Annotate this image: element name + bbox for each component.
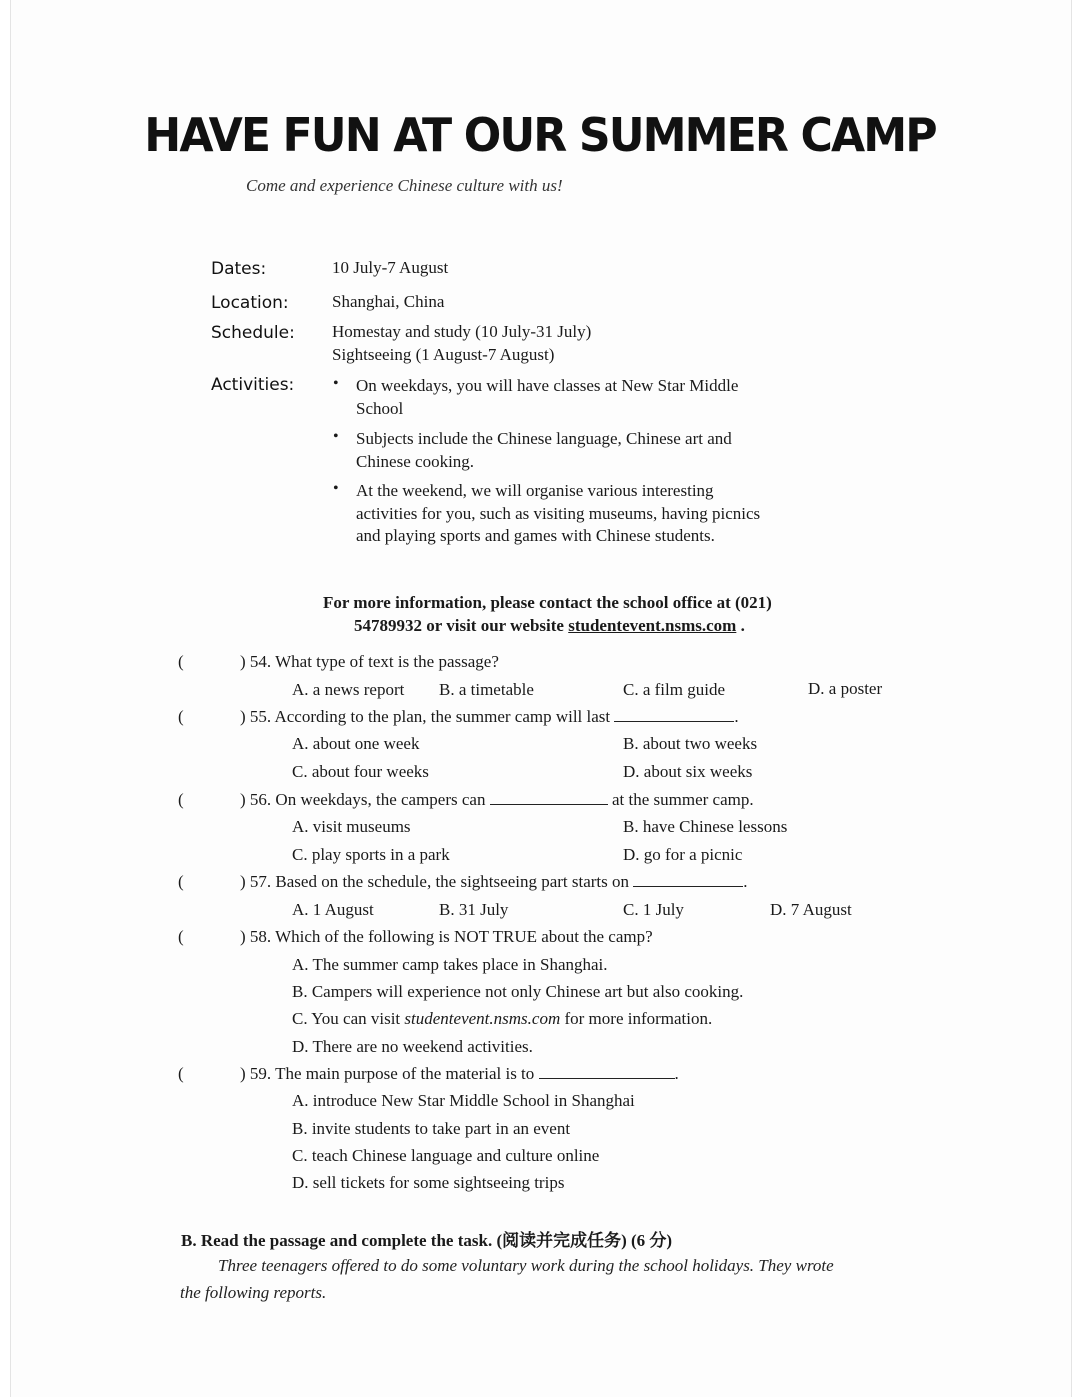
question-56-end: at the summer camp.	[611, 790, 754, 809]
question-59-end: .	[674, 1064, 679, 1083]
option-57c: C. 1 July	[623, 900, 684, 919]
answer-paren: (	[178, 707, 184, 726]
activity-item: Subjects include the Chinese language, Chinese art and Chinese cooking.	[356, 429, 732, 471]
option-58c-text: C. You can visit	[292, 1009, 405, 1028]
contact-line-1: For more information, please contact the school office at (021)	[323, 593, 772, 612]
question-55	[240, 707, 739, 727]
option-59b: B. invite students to take part in an event	[292, 1119, 571, 1138]
answer-paren: (	[178, 790, 184, 809]
question-55-text: ) 55. According to the plan, the summer camp will last	[240, 707, 611, 726]
option-59c: C. teach Chinese language and culture online	[292, 1146, 600, 1165]
answer-paren: (	[178, 927, 184, 946]
page-title: HAVE FUN AT OUR SUMMER CAMP	[144, 108, 936, 162]
question-56-text: ) 56. On weekdays, the campers can	[240, 790, 486, 809]
contact-phone-text: 54789932 or visit our website	[354, 616, 569, 635]
question-57-end: .	[743, 872, 748, 891]
option-58a: A. The summer camp takes place in Shanghai.	[292, 955, 608, 974]
question-57	[240, 872, 748, 892]
dates-label: Dates:	[211, 259, 267, 279]
bullet-icon: •	[333, 480, 339, 497]
answer-blank	[539, 1064, 675, 1079]
section-b-heading: B. Read the passage and complete the task. (阅读并完成任务) (6 分)	[181, 1231, 673, 1250]
schedule-line-1: Homestay and study (10 July-31 July)	[332, 322, 592, 341]
contact-period: .	[736, 616, 745, 635]
answer-paren: (	[178, 652, 184, 671]
option-54c: C. a film guide	[623, 680, 725, 699]
option-57d: D. 7 August	[770, 900, 852, 919]
question-58: ) 58. Which of the following is NOT TRUE about the camp?	[240, 927, 653, 946]
option-58d: D. There are no weekend activities.	[292, 1037, 533, 1056]
answer-blank	[633, 872, 743, 887]
option-57b: B. 31 July	[439, 900, 509, 919]
question-56	[240, 790, 754, 810]
question-55-end: .	[734, 707, 739, 726]
activity-item: At the weekend, we will organise various interesting activities for you, such as visiting museums, having picnics and playing sports and games with Chinese students.	[356, 481, 761, 545]
option-55b: B. about two weeks	[623, 734, 758, 753]
contact-line-2	[354, 616, 745, 636]
option-57a: A. 1 August	[292, 900, 374, 919]
activity-item: On weekdays, you will have classes at New Star Middle School	[356, 376, 739, 418]
option-58c-website: studentevent.nsms.com	[404, 1009, 561, 1028]
schedule-line-2: Sightseeing (1 August-7 August)	[332, 345, 555, 364]
section-b-intro-line-1: Three teenagers offered to do some voluntary work during the school holidays. They wrote	[218, 1256, 834, 1275]
option-58c	[292, 1009, 712, 1029]
option-55d: D. about six weeks	[623, 762, 753, 781]
option-54b: B. a timetable	[439, 680, 534, 699]
option-55c: C. about four weeks	[292, 762, 429, 781]
question-57-text: ) 57. Based on the schedule, the sightseeing part starts on	[240, 872, 630, 891]
question-54: ) 54. What type of text is the passage?	[240, 652, 499, 671]
option-56b: B. have Chinese lessons	[623, 817, 788, 836]
location-label: Location:	[211, 293, 289, 313]
answer-blank	[614, 707, 734, 722]
option-55a: A. about one week	[292, 734, 420, 753]
option-54a: A. a news report	[292, 680, 405, 699]
location-value: Shanghai, China	[332, 292, 445, 311]
option-54d: D. a poster	[808, 679, 883, 698]
activities-label: Activities:	[211, 375, 295, 395]
option-56c: C. play sports in a park	[292, 845, 450, 864]
website-link[interactable]: studentevent.nsms.com	[568, 616, 737, 635]
section-b-intro-line-2: the following reports.	[180, 1283, 327, 1302]
answer-paren: (	[178, 1064, 184, 1083]
bullet-icon: •	[333, 428, 339, 445]
option-56a: A. visit museums	[292, 817, 411, 836]
schedule-label: Schedule:	[211, 323, 295, 343]
option-59d: D. sell tickets for some sightseeing trips	[292, 1173, 565, 1192]
option-58b: B. Campers will experience not only Chinese art but also cooking.	[292, 982, 744, 1001]
dates-value: 10 July-7 August	[332, 258, 449, 277]
section-b-intro	[180, 1252, 920, 1306]
question-59-text: ) 59. The main purpose of the material is to	[240, 1064, 535, 1083]
option-58c-suffix: for more information.	[560, 1009, 713, 1028]
option-59a: A. introduce New Star Middle School in Shanghai	[292, 1091, 635, 1110]
answer-blank	[490, 790, 608, 805]
option-56d: D. go for a picnic	[623, 845, 743, 864]
question-59	[240, 1064, 679, 1084]
page-subtitle: Come and experience Chinese culture with us!	[246, 176, 563, 195]
answer-paren: (	[178, 872, 184, 891]
bullet-icon: •	[333, 375, 339, 392]
